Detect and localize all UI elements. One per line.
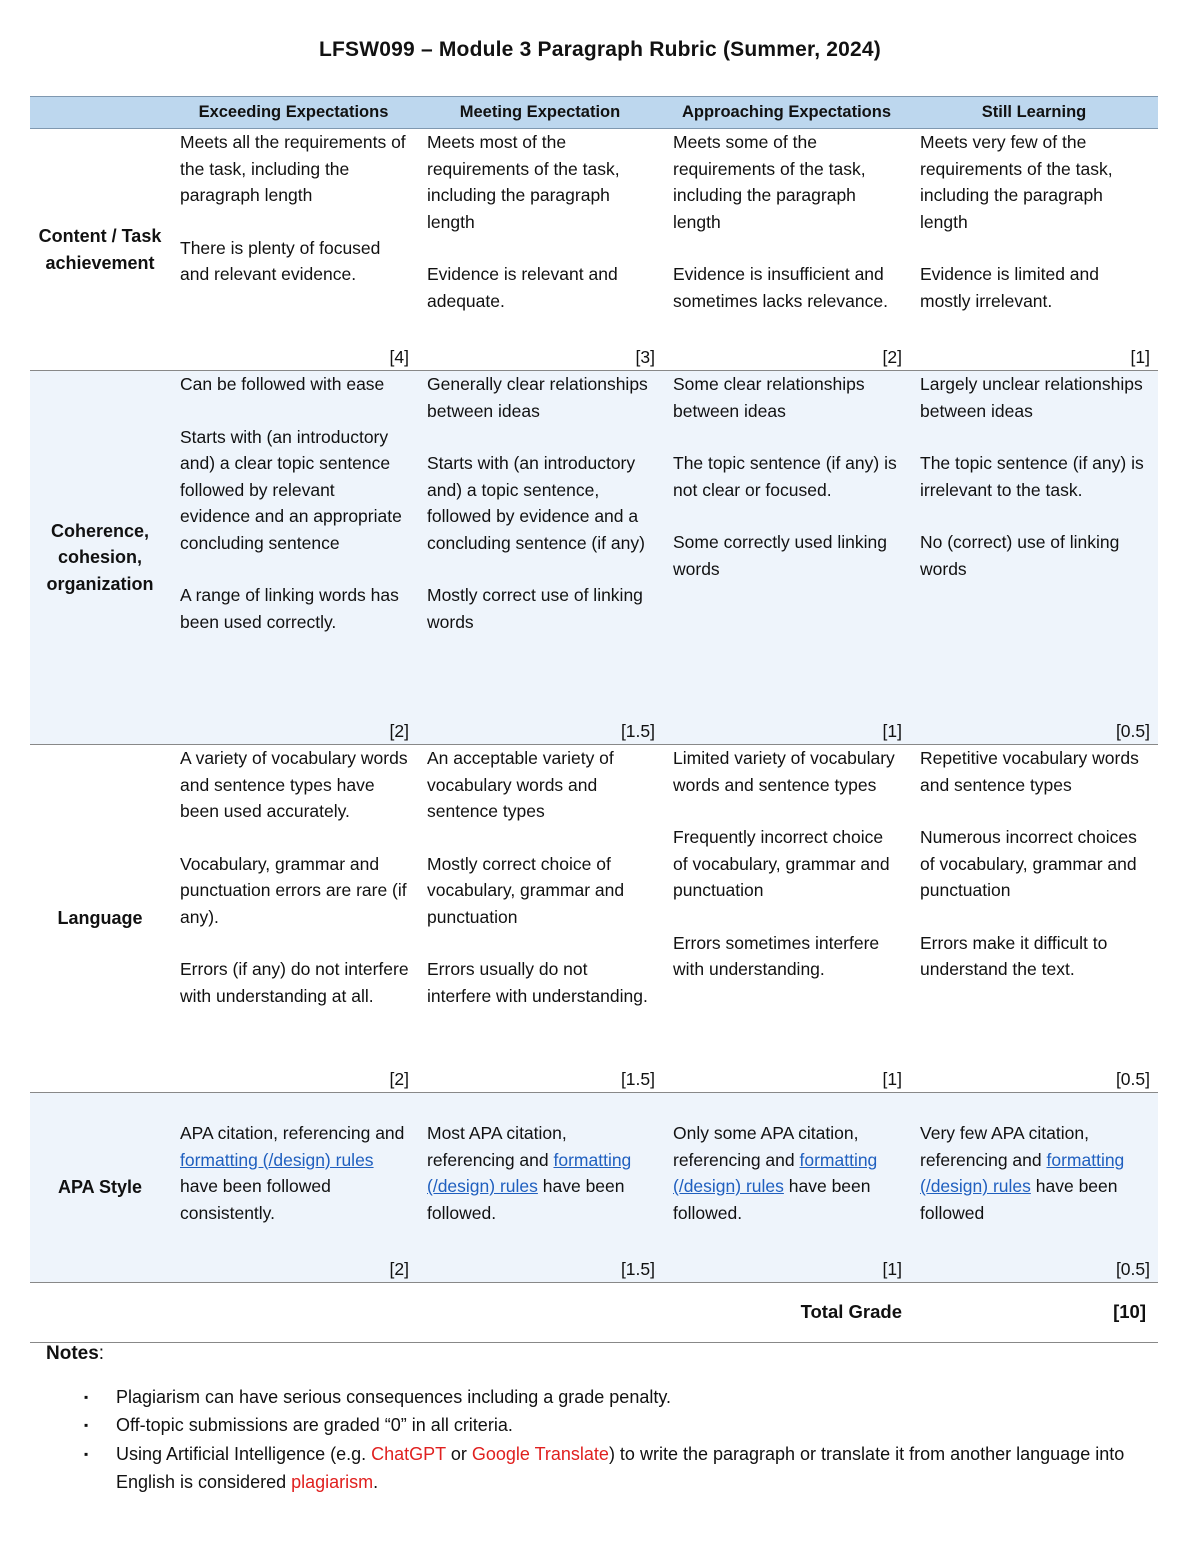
cell-text: Some clear relationships between ideas	[673, 374, 865, 421]
cell-text: Generally clear relationships between ideas	[427, 374, 648, 421]
cell-text: Largely unclear relationships between ideas	[920, 374, 1143, 421]
cell-text: Mostly correct use of linking words	[427, 585, 643, 632]
header-approaching: Approaching Expectations	[663, 97, 910, 129]
rubric-cell	[180, 745, 409, 1092]
score-label: [1]	[1130, 346, 1150, 367]
apa-formatting-link[interactable]: formatting (/design) rules	[920, 1149, 1125, 1196]
criterion-label: APA Style	[30, 1093, 170, 1283]
rubric-row-language	[30, 745, 1158, 1093]
cell-text: Only some APA citation, referencing and formatting (/design) rules have been followed.	[673, 1123, 878, 1223]
score-label: [1.5]	[620, 720, 655, 741]
rubric-cell	[920, 1093, 1150, 1282]
score-label: [4]	[389, 346, 409, 367]
score-label: [1]	[882, 720, 902, 741]
rubric-row-apa	[30, 1093, 1158, 1283]
cell-text: Errors sometimes interfere with understanding.	[673, 932, 880, 979]
score-label: [2]	[389, 720, 409, 741]
total-grade-label: Total Grade	[663, 1283, 910, 1343]
highlight-chatgpt: ChatGPT	[371, 1443, 446, 1464]
rubric-cell	[673, 1093, 902, 1282]
rubric-table	[30, 96, 1158, 1343]
cell-text: Starts with (an introductory and) a topic sentence, followed by evidence and a concluding sentence (if any)	[427, 453, 645, 553]
cell-text: A variety of vocabulary words and sentence types have been used accurately.	[180, 748, 408, 821]
cell-text: Mostly correct choice of vocabulary, grammar and punctuation	[427, 853, 625, 927]
rubric-row-coherence	[30, 371, 1158, 745]
rubric-cell	[427, 129, 655, 370]
notes-list	[46, 1383, 1146, 1497]
cell-text: Meets most of the requirements of the task, including the paragraph length	[427, 132, 620, 232]
cell-text: Very few APA citation, referencing and formatting (/design) rules have been followed	[920, 1123, 1125, 1223]
cell-text: Can be followed with ease	[180, 374, 385, 394]
cell-text: Meets very few of the requirements of the task, including the paragraph length	[920, 132, 1113, 232]
score-label: [0.5]	[1115, 720, 1150, 741]
cell-text: An acceptable variety of vocabulary words and sentence types	[427, 748, 614, 821]
score-label: [1.5]	[620, 1068, 655, 1089]
header-still-learning: Still Learning	[910, 97, 1158, 129]
rubric-cell	[673, 745, 902, 1092]
rubric-cell	[427, 745, 655, 1092]
cell-text: Meets some of the requirements of the task, including the paragraph length	[673, 132, 866, 232]
score-label: [3]	[635, 346, 655, 367]
score-label: [0.5]	[1115, 1068, 1150, 1089]
notes-heading: Notes:	[46, 1343, 105, 1364]
cell-text: Errors usually do not interfere with understanding.	[427, 959, 648, 1006]
header-row	[30, 97, 1158, 129]
apa-formatting-link[interactable]: formatting (/design) rules	[180, 1149, 374, 1170]
cell-text: Repetitive vocabulary words and sentence types	[920, 748, 1139, 795]
cell-text: Evidence is relevant and adequate.	[427, 264, 618, 311]
bullet-icon: ▪	[84, 1389, 89, 1404]
header-empty	[30, 97, 170, 129]
cell-text: The topic sentence (if any) is irrelevant to the task.	[920, 453, 1144, 500]
score-label: [1]	[882, 1068, 902, 1089]
rubric-cell	[673, 371, 902, 744]
score-label: [0.5]	[1115, 1258, 1150, 1279]
apa-formatting-link[interactable]: formatting (/design) rules	[427, 1149, 632, 1196]
score-label: [2]	[882, 346, 902, 367]
score-label: [1.5]	[620, 1258, 655, 1279]
criterion-label: Language	[30, 745, 170, 1093]
list-item: ▪ Off-topic submissions are graded “0” in all criteria.	[46, 1411, 1146, 1440]
rubric-cell	[427, 1093, 655, 1282]
cell-text: Frequently incorrect choice of vocabulary, grammar and punctuation	[673, 827, 890, 900]
cell-text: No (correct) use of linking words	[920, 532, 1120, 579]
rubric-cell	[180, 1093, 409, 1282]
apa-formatting-link[interactable]: formatting (/design) rules	[673, 1149, 878, 1196]
cell-text: Numerous incorrect choices of vocabulary, grammar and punctuation	[920, 827, 1137, 900]
bullet-icon: ▪	[84, 1418, 89, 1432]
list-item: ▪ Using Artificial Intelligence (e.g. ChatGPT or Google Translate) to write the paragraph or translate it from another language into English is considered plagiarism.	[46, 1440, 1146, 1497]
cell-text: Evidence is insufficient and sometimes lacks relevance.	[673, 264, 888, 311]
rubric-cell	[180, 371, 409, 744]
cell-text: A range of linking words has been used correctly.	[180, 585, 399, 632]
rubric-cell	[920, 129, 1150, 370]
rubric-cell	[180, 129, 409, 370]
list-item: ▪ Plagiarism can have serious consequences including a grade penalty.	[46, 1383, 1146, 1412]
cell-text: Limited variety of vocabulary words and sentence types	[673, 748, 895, 795]
cell-text: Most APA citation, referencing and formatting (/design) rules have been followed.	[427, 1123, 632, 1223]
rubric-row-content	[30, 129, 1158, 371]
total-grade-value: [10]	[910, 1283, 1158, 1343]
total-row	[30, 1283, 1158, 1343]
highlight-plagiarism: plagiarism	[291, 1472, 374, 1492]
rubric-cell	[920, 745, 1150, 1092]
highlight-google-translate: Google Translate	[471, 1443, 609, 1464]
cell-text: Evidence is limited and mostly irrelevant.	[920, 264, 1099, 311]
cell-text: Some correctly used linking words	[673, 532, 887, 579]
cell-text: Starts with (an introductory and) a clear topic sentence followed by relevant evidence and an appropriate concluding sentence	[180, 426, 402, 553]
score-label: [2]	[389, 1258, 409, 1279]
cell-text: Errors make it difficult to understand the text.	[920, 932, 1108, 979]
rubric-cell	[427, 371, 655, 744]
rubric-cell	[673, 129, 902, 370]
header-exceeding: Exceeding Expectations	[170, 97, 417, 129]
cell-text: Errors (if any) do not interfere with understanding at all.	[180, 959, 409, 1006]
notes-section	[46, 1340, 1146, 1497]
score-label: [1]	[882, 1258, 902, 1279]
cell-text: Vocabulary, grammar and punctuation errors are rare (if any).	[180, 853, 407, 927]
criterion-label: Content / Task achievement	[30, 129, 170, 371]
score-label: [2]	[389, 1068, 409, 1089]
criterion-label: Coherence, cohesion, organization	[30, 371, 170, 745]
cell-text: There is plenty of focused and relevant evidence.	[180, 237, 381, 284]
cell-text: Meets all the requirements of the task, including the paragraph length	[180, 132, 406, 205]
cell-text: APA citation, referencing and formatting (/design) rules have been followed consistently.	[180, 1123, 405, 1223]
bullet-icon: ▪	[84, 1446, 89, 1461]
rubric-cell	[920, 371, 1150, 744]
cell-text: The topic sentence (if any) is not clear or focused.	[673, 453, 897, 500]
page-title: LFSW099 – Module 3 Paragraph Rubric (Summer, 2024)	[319, 38, 881, 61]
header-meeting: Meeting Expectation	[417, 97, 663, 129]
